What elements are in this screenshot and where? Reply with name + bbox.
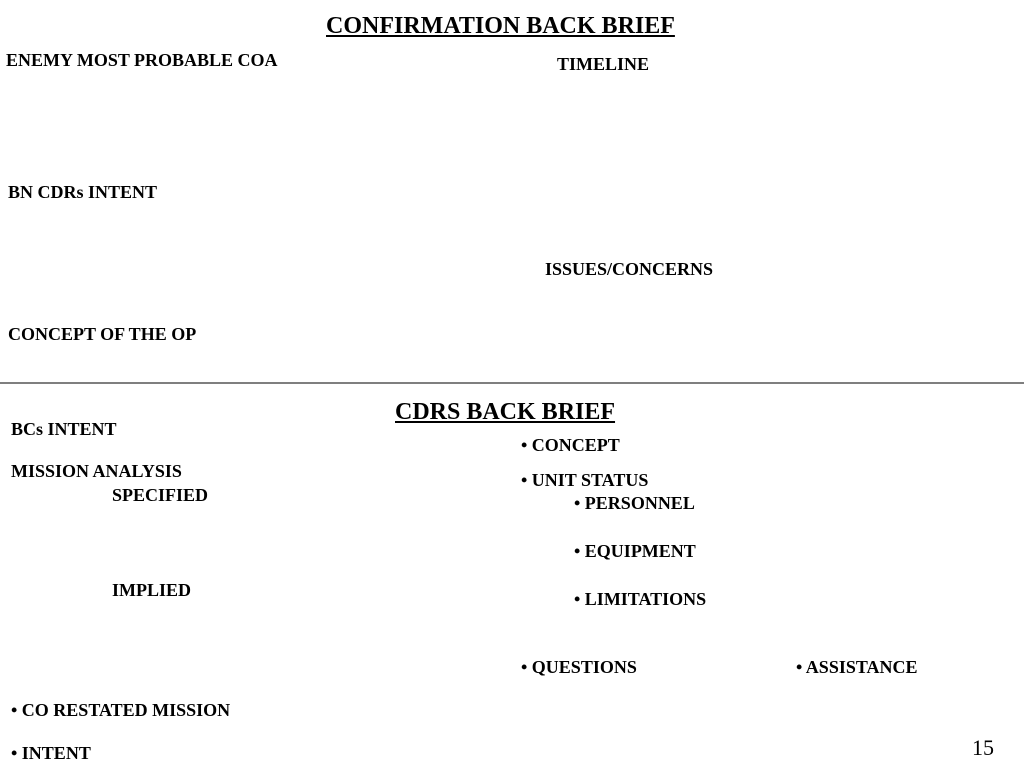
implied-label: IMPLIED [112,580,192,600]
bcs-intent-label: BCs INTENT [11,419,117,439]
concept-of-the-op-label: CONCEPT OF THE OP [8,324,197,344]
unit-status-item: • UNIT STATUS [521,470,649,490]
personnel-item: • PERSONNEL [574,493,695,513]
page-number: 15 [972,735,994,760]
enemy-most-probable-coa-label: ENEMY MOST PROBABLE COA [6,50,278,70]
cdrs-back-brief-title: CDRS BACK BRIEF [395,399,616,425]
limitations-item: • LIMITATIONS [574,589,707,609]
bn-cdrs-intent-label: BN CDRs INTENT [8,182,158,202]
specified-label: SPECIFIED [112,485,209,505]
timeline-label: TIMELINE [557,54,650,74]
equipment-item: • EQUIPMENT [574,541,696,561]
co-restated-mission-item: • CO RESTATED MISSION [11,700,231,720]
concept-item: • CONCEPT [521,435,620,455]
assistance-item: • ASSISTANCE [796,657,918,677]
questions-item: • QUESTIONS [521,657,637,677]
section-divider [0,382,1024,384]
mission-analysis-label: MISSION ANALYSIS [11,461,182,481]
confirmation-back-brief-title: CONFIRMATION BACK BRIEF [326,13,675,39]
intent-item: • INTENT [11,743,91,763]
issues-concerns-label: ISSUES/CONCERNS [545,259,714,279]
